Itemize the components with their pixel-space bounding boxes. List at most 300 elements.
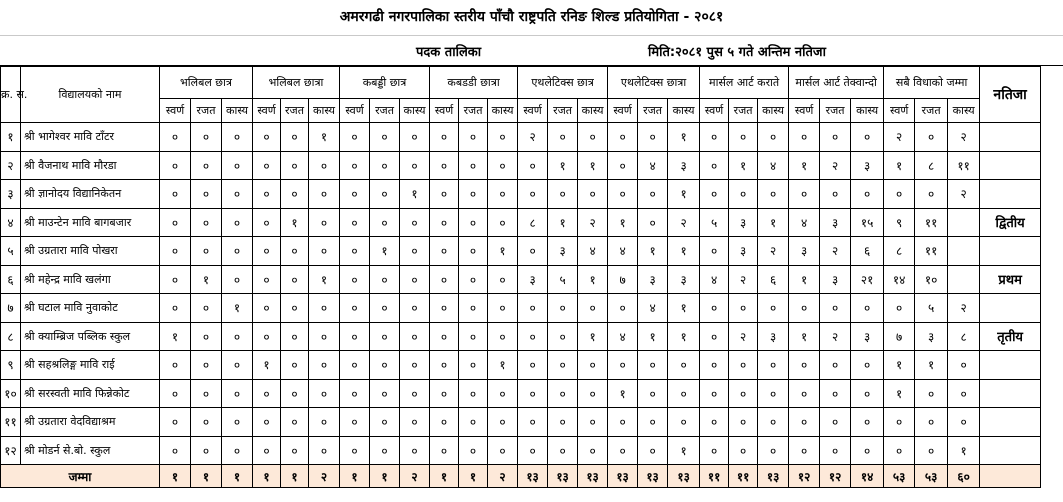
medal-count-cell: ० (370, 208, 400, 237)
total-cell: १ (281, 465, 309, 488)
school-name-cell: श्री सरस्वती मावि फिन्नेकोट (21, 379, 160, 408)
medal-count-cell: ० (309, 351, 340, 380)
medal-count-cell: १ (668, 123, 700, 152)
medal-count-cell: २ (578, 208, 608, 237)
medal-count-cell: ० (548, 294, 578, 323)
medal-count-cell: ० (700, 322, 729, 351)
medal-count-cell: ० (160, 265, 191, 294)
medal-count-cell: ० (400, 151, 430, 180)
medal-header: स्वर्ण (884, 99, 915, 123)
medal-count-cell: ० (608, 408, 638, 437)
medal-count-cell: ० (820, 180, 851, 209)
medal-count-cell: ० (548, 180, 578, 209)
result-cell: द्वितीय (980, 208, 1041, 237)
total-cell: १३ (638, 465, 668, 488)
medal-header: स्वर्ण (608, 99, 638, 123)
medal-count-cell: ० (789, 123, 820, 152)
medal-count-cell: ० (430, 237, 459, 266)
total-cell: १ (253, 465, 281, 488)
medal-count-cell: ० (459, 237, 488, 266)
medal-count-cell: ४ (758, 151, 789, 180)
medal-count-cell: ० (281, 265, 309, 294)
medal-count-cell: १ (884, 351, 915, 380)
medal-count-cell: ० (459, 294, 488, 323)
total-cell: ५३ (884, 465, 915, 488)
sn-header: क्र. स. (1, 67, 21, 123)
medal-count-cell: १ (160, 322, 191, 351)
medal-count-cell: ७ (608, 265, 638, 294)
table-row (1, 351, 1041, 380)
medal-count-cell: ० (820, 123, 851, 152)
medal-count-cell: ० (400, 351, 430, 380)
medal-count-cell: ३ (518, 265, 548, 294)
medal-header: कास्य (400, 99, 430, 123)
medal-count-cell: ५ (548, 265, 578, 294)
medal-count-cell: ० (370, 379, 400, 408)
medal-count-cell: ३ (820, 208, 851, 237)
medal-count-cell: १ (729, 151, 758, 180)
medal-count-cell: ० (281, 408, 309, 437)
medal-count-cell: ० (789, 436, 820, 465)
medal-count-cell: ० (851, 379, 884, 408)
medal-count-cell: ० (608, 294, 638, 323)
total-cell: १ (191, 465, 222, 488)
medal-count-cell: ० (281, 379, 309, 408)
medal-count-cell: ० (340, 123, 370, 152)
school-name-cell: श्री घटाल मावि नुवाकोट (21, 294, 160, 323)
medal-header: स्वर्ण (430, 99, 459, 123)
table-row (1, 237, 1041, 266)
school-name-cell: श्री क्याम्ब्रिज पब्लिक स्कुल (21, 322, 160, 351)
medal-count-cell: ० (915, 408, 948, 437)
medal-count-cell: ० (700, 180, 729, 209)
medal-count-cell: २१ (851, 265, 884, 294)
medal-count-cell: ० (370, 408, 400, 437)
category-header: कबड्डी छात्र (340, 67, 430, 99)
medal-count-cell: ० (340, 322, 370, 351)
medal-count-cell: ० (488, 322, 518, 351)
medal-count-cell: १ (309, 265, 340, 294)
medal-count-cell: ४ (638, 294, 668, 323)
medal-count-cell (948, 265, 980, 294)
medal-count-cell: ० (430, 351, 459, 380)
medal-count-cell: ० (548, 436, 578, 465)
total-cell: १ (370, 465, 400, 488)
medal-count-cell: ० (729, 351, 758, 380)
medal-count-cell: १ (578, 265, 608, 294)
total-cell: १२ (820, 465, 851, 488)
medal-count-cell: ८ (948, 322, 980, 351)
medal-count-cell: ० (638, 436, 668, 465)
medal-count-cell: ० (608, 151, 638, 180)
category-header: सबै विधाको जम्मा (884, 67, 980, 99)
medal-count-cell: १ (222, 294, 253, 323)
result-cell (980, 379, 1041, 408)
school-name-cell: श्री भागेश्वर मावि टाँटर (21, 123, 160, 152)
medal-count-cell (948, 237, 980, 266)
medal-count-cell: १ (638, 237, 668, 266)
medal-count-cell: १ (668, 180, 700, 209)
total-cell: १३ (668, 465, 700, 488)
medal-count-cell: ० (459, 123, 488, 152)
medal-count-cell: ० (191, 379, 222, 408)
medal-count-cell: ० (430, 436, 459, 465)
school-name-cell: श्री महेन्द्र मावि खलंगा (21, 265, 160, 294)
medal-count-cell: १ (668, 322, 700, 351)
medal-count-cell: ० (729, 436, 758, 465)
medal-count-cell: २ (948, 180, 980, 209)
total-cell: १२ (789, 465, 820, 488)
medal-count-cell: ० (222, 351, 253, 380)
medal-count-cell: ० (459, 151, 488, 180)
medal-count-cell: ० (820, 294, 851, 323)
medal-header: रजत (370, 99, 400, 123)
medal-count-cell: ० (430, 123, 459, 152)
medal-count-cell: ० (253, 436, 281, 465)
medal-count-cell: ० (700, 351, 729, 380)
medal-count-cell: ० (948, 379, 980, 408)
result-cell (980, 151, 1041, 180)
medal-count-cell: ० (222, 151, 253, 180)
medal-count-cell: १ (948, 436, 980, 465)
medal-count-cell: ० (309, 208, 340, 237)
medal-count-cell: ० (191, 322, 222, 351)
medal-count-cell: १ (608, 208, 638, 237)
medal-count-cell: ० (851, 123, 884, 152)
medal-count-cell: ० (370, 180, 400, 209)
medal-count-cell: ० (222, 180, 253, 209)
medal-count-cell: ० (309, 237, 340, 266)
serial-cell: ४ (1, 208, 21, 237)
medal-count-cell: ० (820, 408, 851, 437)
medal-count-cell: ० (488, 265, 518, 294)
medal-count-cell (948, 208, 980, 237)
medal-count-cell: ० (948, 408, 980, 437)
serial-cell: ५ (1, 237, 21, 266)
medal-count-cell: ० (668, 351, 700, 380)
category-header: मार्सल आर्ट तेक्वान्दो (789, 67, 884, 99)
school-header: विद्यालयको नाम (21, 67, 160, 123)
sheet-title: अमरगढी नगरपालिका स्तरीय पाँचौ राष्ट्रपति रनिङ शिल्ड प्रतियोगिता - २०८१ (0, 0, 1063, 36)
serial-cell: ८ (1, 322, 21, 351)
medal-count-cell: ० (758, 408, 789, 437)
medal-count-cell: ० (340, 436, 370, 465)
medal-count-cell: २ (884, 123, 915, 152)
school-name-cell: श्री ज्ञानोदय विद्यानिकेतन (21, 180, 160, 209)
medal-header: स्वर्ण (340, 99, 370, 123)
medal-count-cell: ० (578, 408, 608, 437)
medal-header: कास्य (758, 99, 789, 123)
medal-count-cell: २ (820, 151, 851, 180)
date-label: मिति:२०८१ पुस ५ गते अन्तिम नतिजा (648, 45, 826, 60)
medal-count-cell: ० (729, 408, 758, 437)
medal-count-cell: ३ (729, 208, 758, 237)
table-row (1, 180, 1041, 209)
medal-count-cell: ० (948, 351, 980, 380)
medal-count-cell: ० (488, 180, 518, 209)
medal-header: कास्य (488, 99, 518, 123)
medal-count-cell: ४ (638, 151, 668, 180)
medal-count-cell: ० (253, 322, 281, 351)
medal-count-cell: ० (789, 408, 820, 437)
medal-count-cell: ० (488, 379, 518, 408)
medal-header: स्वर्ण (253, 99, 281, 123)
medal-count-cell: ४ (608, 322, 638, 351)
medal-count-cell: ० (758, 379, 789, 408)
medal-count-cell: ० (851, 351, 884, 380)
medal-count-cell: ० (430, 408, 459, 437)
medal-count-cell: ४ (789, 208, 820, 237)
medal-count-cell: ० (789, 294, 820, 323)
school-name-cell: श्री मोडर्न से.बो. स्कुल (21, 436, 160, 465)
category-header: एथलेटिक्स छात्रा (608, 67, 700, 99)
medal-count-cell: ० (370, 123, 400, 152)
medal-count-cell: २ (729, 322, 758, 351)
medal-count-cell: ० (160, 294, 191, 323)
medal-count-cell: १ (370, 237, 400, 266)
medal-count-cell: ६ (851, 237, 884, 266)
medal-count-cell: ० (191, 436, 222, 465)
medal-header: रजत (548, 99, 578, 123)
medal-count-cell: ० (758, 294, 789, 323)
total-cell: १ (160, 465, 191, 488)
medal-count-cell: ० (430, 208, 459, 237)
medal-count-cell: ० (459, 408, 488, 437)
medal-count-cell: ० (253, 294, 281, 323)
medal-count-cell: ० (309, 408, 340, 437)
medal-count-cell: ३ (851, 151, 884, 180)
medal-count-cell: ० (340, 151, 370, 180)
medal-count-cell: ० (518, 151, 548, 180)
medal-count-cell: ० (758, 351, 789, 380)
medal-count-cell: ० (253, 379, 281, 408)
medal-count-cell: ० (281, 237, 309, 266)
medal-count-cell: ० (400, 237, 430, 266)
medal-count-cell: ० (758, 436, 789, 465)
medal-count-cell: ० (222, 208, 253, 237)
medal-count-cell: ० (608, 123, 638, 152)
medal-count-cell: ३ (729, 237, 758, 266)
medal-count-cell: ० (729, 294, 758, 323)
medal-count-cell: ० (820, 436, 851, 465)
medal-count-cell: ० (518, 237, 548, 266)
medal-count-cell: ० (222, 265, 253, 294)
medal-count-cell: ० (548, 379, 578, 408)
total-cell: १ (222, 465, 253, 488)
medal-count-cell: १ (488, 237, 518, 266)
medal-count-cell: १ (309, 123, 340, 152)
medal-count-cell: ० (160, 237, 191, 266)
category-header: एथलेटिक्स छात्र (518, 67, 608, 99)
medal-header: स्वर्ण (789, 99, 820, 123)
medal-count-cell: ० (700, 294, 729, 323)
medal-count-cell: ३ (789, 237, 820, 266)
medal-count-cell: ० (488, 294, 518, 323)
total-cell: ५३ (915, 465, 948, 488)
serial-cell: ७ (1, 294, 21, 323)
medal-count-cell: ० (340, 408, 370, 437)
medal-count-cell: ० (638, 351, 668, 380)
medal-count-cell: ० (915, 379, 948, 408)
medal-count-cell: ० (729, 123, 758, 152)
medal-count-cell: ० (820, 351, 851, 380)
medal-count-cell: ० (281, 436, 309, 465)
result-cell: तृतीय (980, 322, 1041, 351)
medal-count-cell: ० (430, 379, 459, 408)
medal-count-cell: २ (948, 294, 980, 323)
school-name-cell: श्री सहश्रलिङ्ग मावि राई (21, 351, 160, 380)
medal-count-cell: ३ (758, 322, 789, 351)
medal-count-cell: ० (638, 379, 668, 408)
medal-count-cell: ० (430, 265, 459, 294)
medal-count-cell: १ (191, 265, 222, 294)
medal-count-cell: २ (820, 322, 851, 351)
medal-count-cell: ० (160, 436, 191, 465)
total-cell: १३ (608, 465, 638, 488)
medal-count-cell: ० (160, 123, 191, 152)
result-cell (980, 180, 1041, 209)
medal-count-cell: ० (608, 436, 638, 465)
total-cell: १३ (548, 465, 578, 488)
medal-count-cell: ० (340, 379, 370, 408)
medal-count-cell: ८ (884, 237, 915, 266)
medal-count-cell: १ (789, 265, 820, 294)
medal-count-cell: ० (309, 322, 340, 351)
medal-count-cell: १४ (884, 265, 915, 294)
total-cell: १ (430, 465, 459, 488)
medal-count-cell: ० (281, 180, 309, 209)
medal-header: रजत (820, 99, 851, 123)
medal-count-cell: ३ (548, 237, 578, 266)
total-cell: १ (459, 465, 488, 488)
category-header: भलिबल छात्रा (253, 67, 340, 99)
medal-count-cell: १ (578, 151, 608, 180)
medal-count-cell: ० (281, 123, 309, 152)
medal-count-cell: ० (400, 322, 430, 351)
medal-count-cell: ० (370, 294, 400, 323)
medal-count-cell: ० (253, 180, 281, 209)
medal-table-label: पदक तालिका (416, 45, 482, 60)
medal-count-cell: ० (340, 294, 370, 323)
medal-count-cell: १ (488, 351, 518, 380)
medal-header: स्वर्ण (160, 99, 191, 123)
medal-count-cell: २ (820, 237, 851, 266)
medal-count-cell: ० (488, 123, 518, 152)
medal-header: रजत (638, 99, 668, 123)
serial-cell: ११ (1, 408, 21, 437)
medal-count-cell: ० (191, 151, 222, 180)
medal-count-cell: ० (578, 436, 608, 465)
total-cell: १३ (578, 465, 608, 488)
medal-count-cell: १ (668, 294, 700, 323)
medal-count-cell: ० (222, 379, 253, 408)
result-cell (980, 294, 1041, 323)
serial-cell: १० (1, 379, 21, 408)
medal-header: स्वर्ण (700, 99, 729, 123)
serial-cell: ३ (1, 180, 21, 209)
medal-header: रजत (729, 99, 758, 123)
serial-cell: १२ (1, 436, 21, 465)
medal-count-cell: ० (191, 294, 222, 323)
medal-header: स्वर्ण (518, 99, 548, 123)
medal-count-cell: १० (915, 265, 948, 294)
medal-count-cell: ० (160, 151, 191, 180)
medal-count-cell: ० (548, 123, 578, 152)
medal-count-cell: ० (309, 151, 340, 180)
medal-header: कास्य (222, 99, 253, 123)
medal-count-cell: ० (518, 408, 548, 437)
serial-cell: १ (1, 123, 21, 152)
table-row (1, 294, 1041, 323)
medal-count-cell: ० (578, 180, 608, 209)
school-name-cell: श्री माउन्टेन मावि बागबजार (21, 208, 160, 237)
medal-count-cell: ० (160, 351, 191, 380)
medal-count-cell: ० (668, 379, 700, 408)
medal-count-cell: ० (370, 436, 400, 465)
medal-count-cell: ० (400, 294, 430, 323)
total-cell: १४ (851, 465, 884, 488)
category-header: भलिबल छात्र (160, 67, 253, 99)
medal-count-cell: ० (700, 436, 729, 465)
medal-count-cell: ० (578, 351, 608, 380)
medal-count-cell: ० (915, 436, 948, 465)
medal-count-cell: ० (459, 351, 488, 380)
medal-count-cell: ० (430, 151, 459, 180)
medal-count-cell: १ (400, 180, 430, 209)
medal-count-cell: ० (518, 351, 548, 380)
medal-count-cell: २ (948, 123, 980, 152)
medal-count-cell: ० (400, 408, 430, 437)
medal-count-cell: ११ (915, 208, 948, 237)
medal-count-cell: ५ (700, 208, 729, 237)
medal-count-cell: ० (281, 151, 309, 180)
medal-count-cell: ० (191, 180, 222, 209)
medal-count-cell: ० (309, 379, 340, 408)
medal-count-cell: ० (851, 180, 884, 209)
medal-count-cell: ० (789, 379, 820, 408)
medal-count-cell: ० (370, 151, 400, 180)
medal-count-cell: ८ (518, 208, 548, 237)
medal-count-cell: ० (160, 379, 191, 408)
result-cell (980, 436, 1041, 465)
medal-count-cell: ० (884, 294, 915, 323)
medal-count-cell: ० (253, 208, 281, 237)
medal-header: रजत (459, 99, 488, 123)
medal-count-cell: ० (191, 351, 222, 380)
table-row (1, 208, 1041, 237)
total-result-cell (980, 465, 1041, 488)
medal-count-cell: ० (309, 294, 340, 323)
medal-count-cell: ५ (915, 294, 948, 323)
medal-count-cell: ० (518, 294, 548, 323)
result-cell: प्रथम (980, 265, 1041, 294)
medal-count-cell: १ (253, 351, 281, 380)
school-name-cell: श्री वैजनाथ मावि मौरडा (21, 151, 160, 180)
table-row (1, 408, 1041, 437)
medal-count-cell: ० (160, 408, 191, 437)
medal-count-cell: ० (191, 408, 222, 437)
medal-count-cell: १ (789, 151, 820, 180)
medal-count-cell: ० (309, 180, 340, 209)
medal-count-cell: ० (518, 436, 548, 465)
medal-table (0, 66, 1041, 488)
medal-count-cell: ० (851, 294, 884, 323)
medal-count-cell: ० (340, 237, 370, 266)
medal-count-cell: ० (578, 294, 608, 323)
medal-count-cell: ० (459, 180, 488, 209)
medal-count-cell: ० (884, 408, 915, 437)
medal-count-cell: ६ (758, 265, 789, 294)
